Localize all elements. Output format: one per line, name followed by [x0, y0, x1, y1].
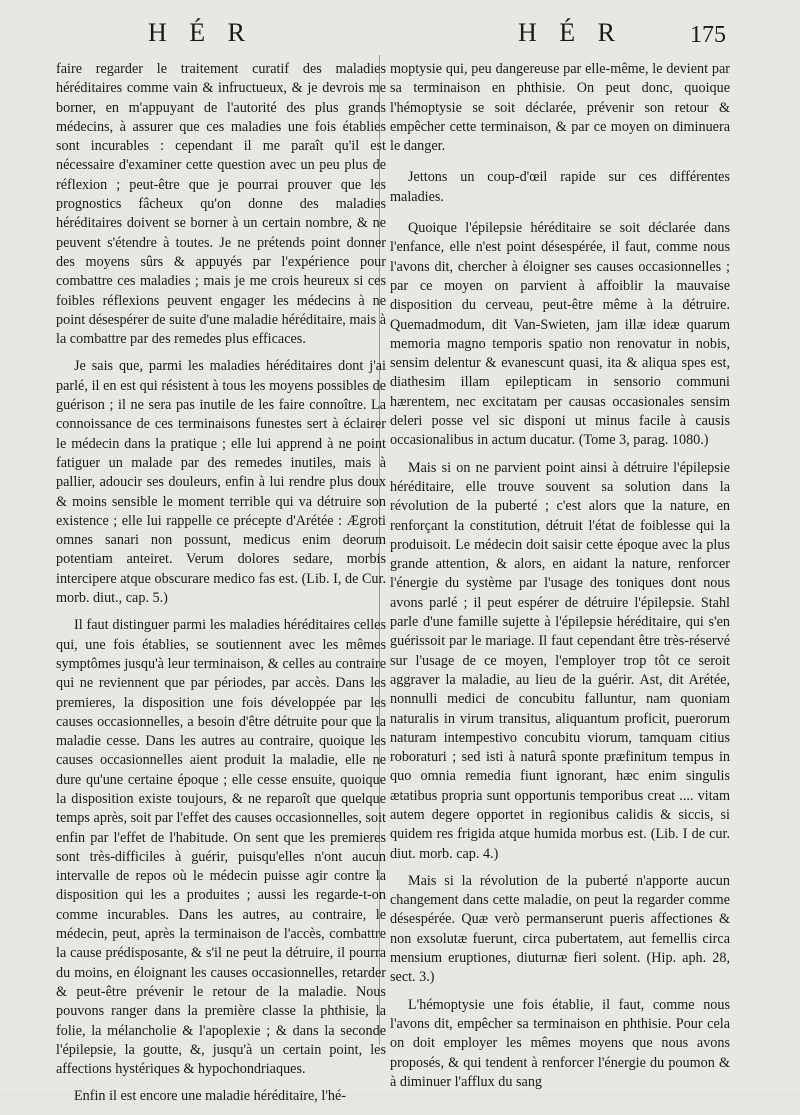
- paragraph: Enfin il est encore une maladie héréditaire, l'hé-: [74, 1088, 346, 1105]
- paragraph: L'hémoptysie une fois établie, il faut, comme nous l'avons dit, empêcher sa terminaison en phthisie. Pour cela on doit employer les mêmes moyens que nous avons proposés, & qui tendent à renforcer l'énergie du poumon & à diminuer l'afflux du sang: [390, 996, 730, 1090]
- paragraph: Il faut distinguer parmi les maladies héréditaires celles qui, une fois établies, se soutiennent avec les mêmes symptômes jusqu'à leur terminaison, & celles au contraire qui ne reviennent que par périodes, par accès. Dans les premieres, la disposition une fois développée par les causes occasionnelles, a besoin d'être détruite pour que la maladie cesse. Dans les autres au contraire, quoique les causes occasionnelles aient produit la maladie, elle ne dure qu'une certaine époque ; elle cesse ensuite, quoique la disposition existe toujours, & ne reparoît que quelque temps après, soit par l'effet des causes occasionnelles, soit enfin par l'effet de l'habitude. On sent que les premieres sont très-difficiles à guérir, puisqu'elles n'ont aucun intervalle de repos où le médecin puisse agir contre la disposition qui les a produites ; aussi les regarde-t-on comme incurables. Dans les autres, au contraire, le médecin, peut, après la terminaison de l'accès, combattre la cause prédisposante, & s'il ne peut la détruire, il pourra du moins, en éloignant les causes occasionnelles, retarder & peut-être prévenir le retour de la maladie. Nous pouvons ranger dans la première classe la phthisie, la folie, la mélancholie & l'apoplexie ; & dans la seconde l'épilepsie, la goutte, &, jusqu'à un certain point, les affections hystériques & hypochondriaques.: [56, 617, 386, 1078]
- paragraph: Mais si la révolution de la puberté n'apporte aucun changement dans cette maladie, on peut la regarder comme désespérée. Quæ verò permanserunt pueris affectiones & non exsolutæ fuerunt, circa pubertatem, aut femellis circa mensium eruptiones, diuturnæ fieri solent. (Hip. aph. 28, sect. 3.): [390, 872, 730, 986]
- paragraph: Mais si on ne parvient point ainsi à détruire l'épilepsie héréditaire, elle trouve souvent sa solution dans la révolution de la puberté ; c'est alors que la nature, en renforçant la constitution, détruit l'état de foiblesse qui la produisoit. Le médecin doit saisir cette époque avec la plus grande attention, & alors, en aidant la nature, renforcer l'énergie du système par l'usage des toniques dont nous avons parlé ; il peut espérer de détruire l'épilepsie. Stahl parle d'une famille sujette à l'épilepsie héréditaire, qui s'en guérissoit par le mariage. Il faut cependant être très-réservé sur l'usage de ce moyen, l'employer trop tôt ce seroit aggraver la maladie, au lieu de la guérir. Ast, dit Arétée, nonnulli medici de concubitu falluntur, nam quoniam naturalis in virum transitus, aliquantum proficit, puerorum naturam intempestivo concubitu viorum, tamquam citius roboraturi ; sed isti à naturâ sponte præfinitum tempus in quo omnia remedia fiunt ignorant, hæc enim singulis ætatibus propria sunt opportunis temporibus creat .... vitam autem degere opportet in regionibus calidis & siccis, si quidem res frigida atque humida morbus est. (Lib. I de cur. diut. morb. cap. 4.): [390, 459, 730, 862]
- paragraph: moptysie qui, peu dangereuse par elle-même, le devient par sa terminaison en phthisie. On peut donc, quoique l'hémoptysie se soit déclarée, prévenir son retour & empêcher cette terminaison, & par ce moyen on diminuera le danger.: [390, 61, 730, 155]
- running-head-right: H É R: [518, 18, 623, 47]
- running-head-left: H É R: [148, 18, 253, 47]
- paragraph: Quoique l'épilepsie héréditaire se soit déclarée dans l'enfance, elle n'est point désespérée, il faut, comme nous l'avons dit, chercher à éloigner ses causes occasionnelles ; par ce moyen on parvient à affoiblir la mauvaise disposition du cerveau, peut-être même à la détruire. Quemadmodum, dit Van-Swieten, jam illæ ideæ quarum memoria magno temporis spatio non renovatur in nobis, sensim delentur & evanescunt quasi, ita & aliqua spes est, diathesim illam epilepticam in sensorio communi hærentem, nec excitatam per causas occasionales sensim deleri posse vel sic disponi ut minus facile à causis occasionalibus in actum ducatur. (Tome 3, parag. 1080.): [390, 220, 730, 449]
- right-column: [390, 60, 730, 1100]
- paragraph: faire regarder le traitement curatif des maladies héréditaires comme vain & infructueux, & je devrois me borner, en m'appuyant de l'autorité des plus grands médecins, à assurer que ces maladies une fois établies sont incurables : cependant il me paraît qu'il est nécessaire d'examiner cette question avec un peu plus de réflexion ; peut-être que je pourrai prouver que les prognostics fâcheux qu'on donne des maladies héréditaires doivent se borner à un certain nombre, & ne peuvent s'étendre à toutes. Je ne prétends point donner des moyens sûrs & appuyés par l'expérience pour combattre ces maladies ; mais je me crois heureux si ces foibles réflexions peuvent engager les médecins à ne point désespérer de suite d'une maladie héréditaire, mais à la combattre par des remedes plus efficaces.: [56, 61, 386, 348]
- page-number: 175: [690, 22, 726, 48]
- paragraph: Jettons un coup-d'œil rapide sur ces différentes maladies.: [390, 169, 730, 205]
- paragraph: Je sais que, parmi les maladies héréditaires dont j'ai parlé, il en est qui résistent à tous les moyens possibles de guérison ; il ne sera pas inutile de les faire connoître. La connoissance de ces terminaisons funestes sert à éclairer le médecin dans la pratique ; elle lui apprend à ne point fatiguer un malade par des remedes inutiles, mais à pallier, adoucir ses douleurs, enfin à lui rendre plus doux & moins sensible le moment terrible qui va détruire son existence ; elle lui rappelle ce précepte d'Arétée : Ægroti omnes sanari non possunt, medicus enim deorum potentiam anteiret. Verum dolores sedare, morbis intercipere atque obscurare medico fas est. (Lib. I, de Cur. morb. diut., cap. 5.): [56, 358, 386, 607]
- left-column: [56, 60, 386, 1115]
